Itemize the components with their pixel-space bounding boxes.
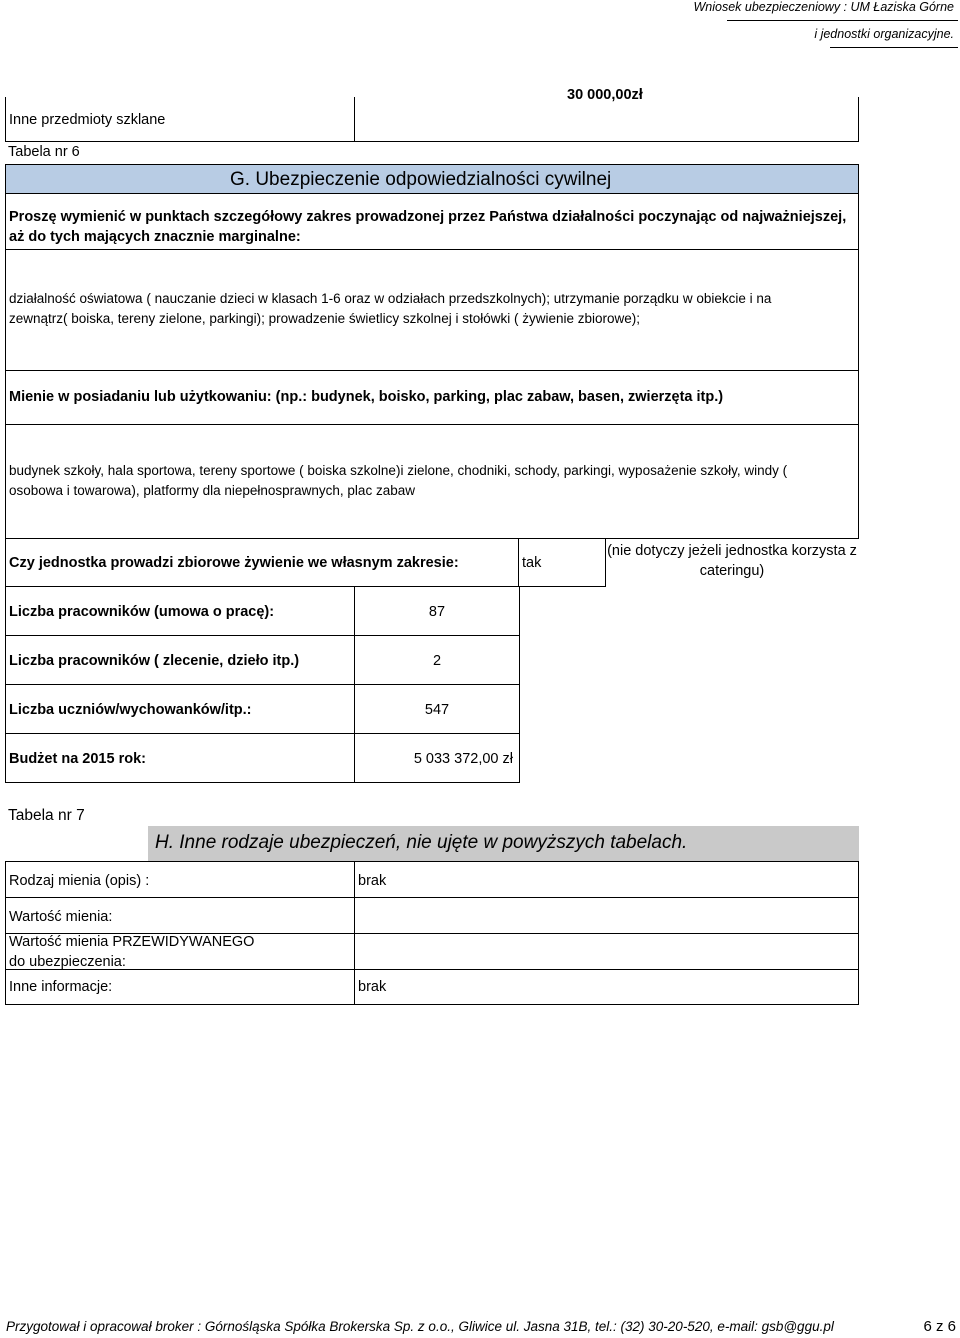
t7-value-value-cell bbox=[354, 897, 859, 934]
budget-value: 5 033 372,00 zł bbox=[413, 751, 513, 767]
prev-table-row-label: Inne przedmioty szklane bbox=[9, 112, 166, 128]
contract-value-cell bbox=[354, 635, 520, 685]
document-header-subtitle: i jednostki organizacyjne. bbox=[814, 27, 954, 41]
property-answer-cell bbox=[5, 424, 859, 539]
t7-value-label-cell bbox=[5, 897, 355, 934]
contract-label-cell bbox=[5, 635, 355, 685]
t7-type-value-cell bbox=[354, 861, 859, 898]
header-divider bbox=[830, 47, 958, 48]
table7-label: Tabela nr 7 bbox=[8, 807, 85, 824]
scope-answer-cell bbox=[5, 249, 859, 371]
t7-planned-label: Wartość mienia PRZEWIDYWANEGO do ubezpieczenia: bbox=[9, 934, 255, 970]
staff-label: Liczba pracowników (umowa o pracę): bbox=[9, 604, 275, 620]
catering-label: Czy jednostka prowadzi zbiorowe żywienie we własnym zakresie: bbox=[9, 555, 459, 571]
property-answer: budynek szkoły, hala sportowa, tereny sportowe ( boiska szkolne)i zielone, chodniki, schody, parkingi, wyposażenie szkoły, windy ( osobowa i towarowa), platformy dla niepełnosprawnych, plac zabaw bbox=[9, 463, 788, 498]
prev-table-label-cell bbox=[5, 97, 355, 142]
students-label: Liczba uczniów/wychowanków/itp.: bbox=[9, 702, 252, 718]
staff-value: 87 bbox=[428, 604, 446, 620]
students-value-cell bbox=[354, 684, 520, 734]
students-value: 547 bbox=[424, 702, 450, 718]
t7-planned-label-cell bbox=[5, 933, 355, 970]
catering-value-cell bbox=[518, 538, 606, 587]
prev-table-value-cell bbox=[354, 87, 859, 142]
document-header-title: Wniosek ubezpieczeniowy : UM Łaziska Górne bbox=[693, 0, 954, 14]
t7-planned-value-cell bbox=[354, 933, 859, 970]
property-question-cell bbox=[5, 370, 859, 425]
t7-type-value: brak bbox=[358, 873, 387, 889]
table7-title-bar bbox=[148, 826, 859, 861]
students-label-cell bbox=[5, 684, 355, 734]
scope-answer: działalność oświatowa ( nauczanie dzieci w klasach 1-6 oraz w odziałach przedszkolnych); utrzymanie porządku w obiekcie i na zewnątrz( boiska, tereny zielone, parkingi); prowadzenie świetlicy szkolnej i stołówki ( żywienie zbiorowe); bbox=[9, 291, 772, 326]
staff-label-cell bbox=[5, 586, 355, 636]
scope-question-cell bbox=[5, 193, 859, 250]
table6-title: G. Ubezpieczenie odpowiedzialności cywilnej bbox=[230, 169, 612, 190]
catering-label-cell bbox=[5, 538, 518, 587]
catering-note: (nie dotyczy jeżeli jednostka korzysta z cateringu) bbox=[607, 543, 857, 579]
scope-question: Proszę wymienić w punktach szczegółowy zakres prowadzonej przez Państwa działalności poczynając od najważniejszej, aż do tych mających znacznie marginalne: bbox=[9, 209, 847, 245]
t7-info-value: brak bbox=[358, 979, 387, 995]
t7-type-label: Rodzaj mienia (opis) : bbox=[9, 873, 150, 889]
budget-label: Budżet na 2015 rok: bbox=[9, 751, 146, 767]
table6-label: Tabela nr 6 bbox=[8, 144, 80, 160]
t7-info-label: Inne informacje: bbox=[9, 979, 113, 995]
header-divider bbox=[727, 20, 958, 21]
property-question: Mienie w posiadaniu lub użytkowaniu: (np.: budynek, boisko, parking, plac zabaw, basen, zwierzęta itp.) bbox=[9, 389, 724, 405]
footer-text: Przygotował i opracował broker : Górnośląska Spółka Brokerska Sp. z o.o., Gliwice ul. Jasna 31B, tel.: (32) 30-20-520, e-mail: gsb@ggu.pl bbox=[6, 1319, 834, 1334]
t7-value-label: Wartość mienia: bbox=[9, 909, 113, 925]
page-number: 6 z 6 bbox=[923, 1318, 956, 1335]
prev-table-cut-value: 30 000,00zł bbox=[567, 87, 643, 103]
budget-label-cell bbox=[5, 733, 355, 783]
contract-label: Liczba pracowników ( zlecenie, dzieło itp.) bbox=[9, 653, 300, 669]
budget-value-cell bbox=[354, 733, 520, 783]
table6-title-bar bbox=[5, 164, 859, 194]
t7-type-label-cell bbox=[5, 861, 355, 898]
staff-value-cell bbox=[354, 586, 520, 636]
t7-info-label-cell bbox=[5, 969, 355, 1005]
catering-value: tak bbox=[522, 555, 542, 571]
contract-value: 2 bbox=[432, 653, 442, 669]
table7-title: H. Inne rodzaje ubezpieczeń, nie ujęte w powyższych tabelach. bbox=[155, 832, 688, 853]
t7-info-value-cell bbox=[354, 969, 859, 1005]
